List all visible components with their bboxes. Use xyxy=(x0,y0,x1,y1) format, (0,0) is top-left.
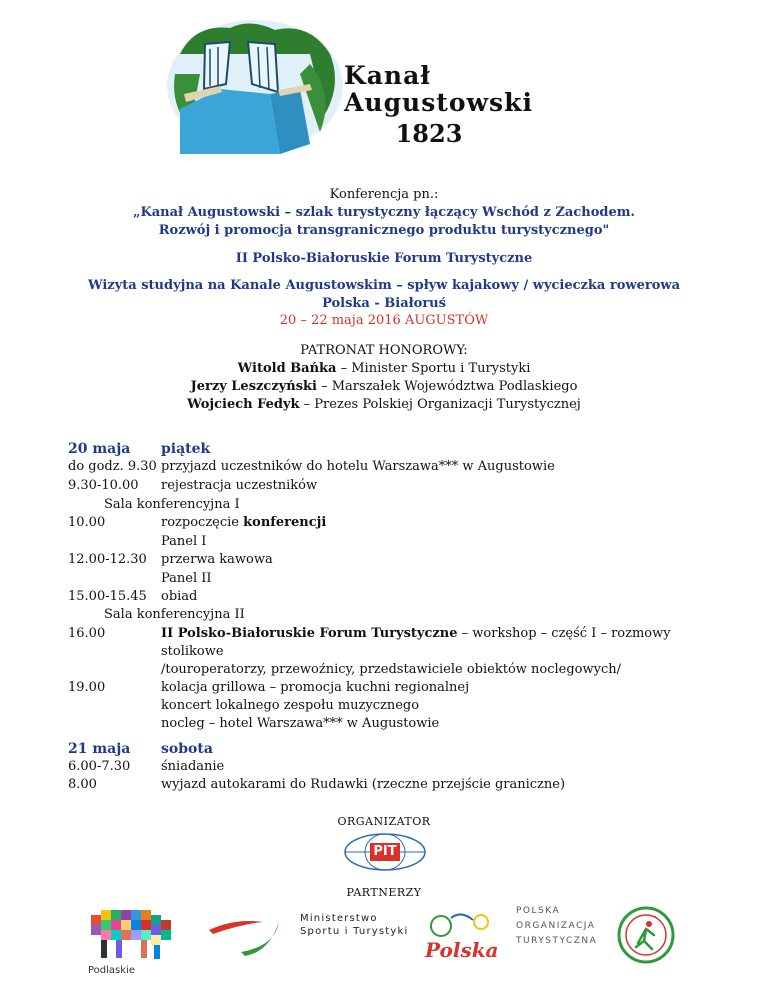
day1-time-1: 9.30-10.00 xyxy=(68,478,139,493)
conference-title-line1: „Kanał Augustowski – szlak turystyczny łączący Wschód z Zachodem. xyxy=(132,205,636,220)
pit-label: PIT xyxy=(373,844,397,859)
polska-label: Polska xyxy=(425,938,499,962)
day1-time-5: 16.00 xyxy=(68,626,106,641)
polska-logo xyxy=(421,908,503,978)
day1-arrival: do godz. 9.30 przyjazd uczestników do hotelu Warszawa*** w Augustowie xyxy=(68,459,555,474)
day1-item-5 xyxy=(161,626,671,641)
ministry-line2: Sportu i Turystyki xyxy=(300,926,409,937)
study-visit-line1: Wizyta studyjna na Kanale Augustowskim – spływ kajakowy / wycieczka rowerowa xyxy=(88,278,680,293)
day2-time-1: 6.00-7.30 xyxy=(68,759,131,774)
ministry-logo xyxy=(300,913,410,953)
day1-item-6: kolacja grillowa – promocja kuchni regionalnej xyxy=(161,680,470,695)
day2-item-2: wyjazd autokarami do Rudawki (rzeczne przejście graniczne) xyxy=(161,777,566,792)
pot-line1: POLSKA xyxy=(516,906,561,916)
day1-room-2: Sala konferencyjna II xyxy=(104,607,245,622)
day1-item-2b: konferencji xyxy=(243,515,327,530)
day1-item-5b: – workshop – część I – rozmowy xyxy=(457,626,671,641)
day1-weekday: piątek xyxy=(161,441,211,457)
day1-item-1: rejestracja uczestników xyxy=(161,478,318,493)
day2-weekday: sobota xyxy=(161,741,213,757)
sports-association-logo xyxy=(616,905,676,965)
patron-1 xyxy=(0,361,768,376)
day1-date: 20 maja xyxy=(68,441,131,457)
day1-item-7: koncert lokalnego zespołu muzycznego xyxy=(161,698,420,713)
ministry-line1: Ministerstwo xyxy=(300,913,378,924)
kanal-augustowski-logo xyxy=(160,14,572,162)
bison-icon xyxy=(86,905,186,965)
patron-name: Wojciech Fedyk xyxy=(187,397,300,412)
day2-time-2: 8.00 xyxy=(68,777,97,792)
event-dates: 20 – 22 maja 2016 AUGUSTÓW xyxy=(279,313,489,328)
conference-title-line2: Rozwój i promocja transgranicznego produktu turystycznego" xyxy=(158,223,610,238)
day1-item-2a: rozpoczęcie xyxy=(161,515,244,530)
patron-name: Witold Bańka xyxy=(237,361,337,376)
day1-time-3: 12.00-12.30 xyxy=(68,552,147,567)
forum-title: II Polsko-Białoruskie Forum Turystyczne xyxy=(235,251,533,266)
day1-item-5c: stolikowe xyxy=(161,644,224,659)
day2-date: 21 maja xyxy=(68,741,131,757)
patronage-heading: PATRONAT HONOROWY: xyxy=(300,343,468,358)
podlaskie-logo xyxy=(86,905,186,985)
pot-logo xyxy=(516,906,616,966)
day1-item-4: obiad xyxy=(161,589,198,604)
canal-lock-illustration xyxy=(160,14,350,162)
swoosh-logo xyxy=(205,912,285,962)
logo-line2: Augustowski xyxy=(344,88,533,117)
day2-item-1: śniadanie xyxy=(161,759,225,774)
day1-panel-2: Panel II xyxy=(161,571,212,586)
logo-year: 1823 xyxy=(395,119,463,148)
patron-role: – Marszałek Województwa Podlaskiego xyxy=(316,379,578,394)
patron-2 xyxy=(0,379,768,394)
organizer-heading: ORGANIZATOR xyxy=(337,815,431,828)
day1-panel-1: Panel I xyxy=(161,534,207,549)
day1-time-6: 19.00 xyxy=(68,680,106,695)
day1-item-2 xyxy=(161,515,326,530)
day1-item-5a: II Polsko-Białoruskie Forum Turystyczne xyxy=(161,626,458,641)
patron-3 xyxy=(0,397,768,412)
partners-heading: PARTNERZY xyxy=(346,886,422,899)
patron-role: – Prezes Polskiej Organizacji Turystycznej xyxy=(299,397,581,412)
day1-item-5d: /touroperatorzy, przewoźnicy, przedstawiciele obiektów noclegowych/ xyxy=(161,662,622,677)
day1-room-1: Sala konferencyjna I xyxy=(104,497,240,512)
swoosh-icon xyxy=(205,912,285,962)
podlaskie-label: Podlaskie xyxy=(88,965,135,976)
runner-emblem-icon xyxy=(616,905,676,965)
pot-line3: TURYSTYCZNA xyxy=(516,936,598,946)
patron-name: Jerzy Leszczyński xyxy=(190,379,317,394)
patron-role: – Minister Sportu i Turystyki xyxy=(336,361,531,376)
pit-logo xyxy=(343,832,427,872)
day1-time-4: 15.00-15.45 xyxy=(68,589,147,604)
intro-text: Konferencja pn.: xyxy=(329,187,439,202)
study-visit-line2: Polska - Białoruś xyxy=(322,296,446,311)
day1-item-3: przerwa kawowa xyxy=(161,552,273,567)
day1-item-8: nocleg – hotel Warszawa*** w Augustowie xyxy=(161,716,440,731)
logo-line1: Kanał xyxy=(344,61,431,90)
logo-title xyxy=(344,62,533,147)
day1-time-2: 10.00 xyxy=(68,515,106,530)
pot-line2: ORGANIZACJA xyxy=(516,921,596,931)
